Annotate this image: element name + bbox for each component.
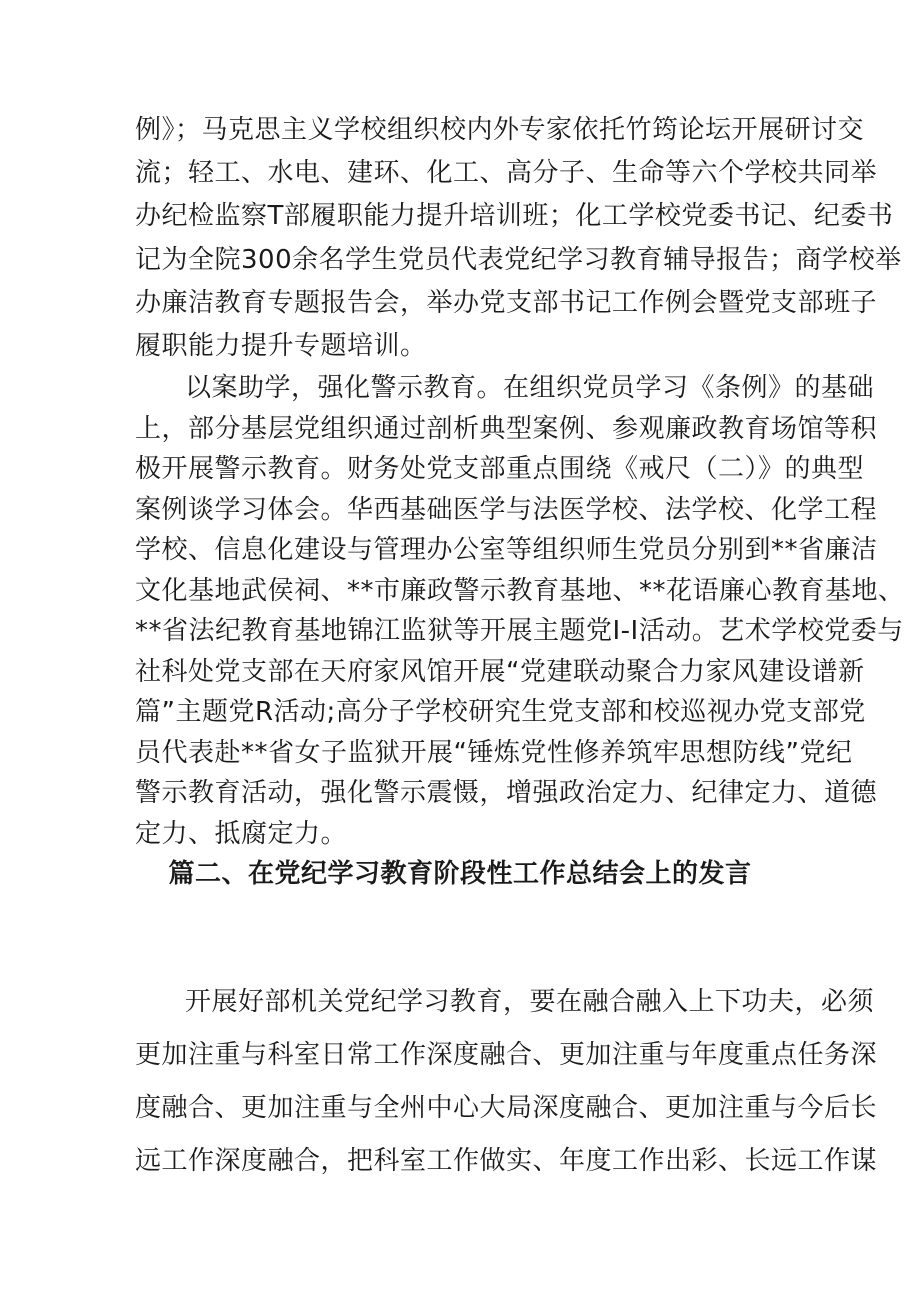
paragraph-line: 更加注重与科室日常工作深度融合、更加注重与年度重点任务深 xyxy=(135,1040,878,1070)
paragraph-line: 履职能力提升专题培训。 xyxy=(135,331,427,361)
paragraph-line: 案例谈学习体会。华西基础医学与法医学校、法学校、化学工程 xyxy=(135,494,878,525)
paragraph-line: 警示教育活动，强化警示震慑，增强政治定力、纪律定力、道德 xyxy=(135,778,878,808)
paragraph-line: 记为全院300余名学生党员代表党纪学习教育辅导报告；商学校举 xyxy=(135,244,902,275)
paragraph-line: 员代表赴**省女子监狱开展“锤炼党性修养筑牢思想防线”党纪 xyxy=(135,737,853,768)
paragraph-line: 例》；马克思主义学校组织校内外专家依托竹筠论坛开展研讨交 xyxy=(135,115,865,145)
paragraph-line: 度融合、更加注重与全州中心大局深度融合、更加注重与今后长 xyxy=(135,1093,878,1123)
paragraph-line: 以案助学，强化警示教育。在组织党员学习《条例》的基础 xyxy=(185,373,875,403)
paragraph-line: **省法纪教育基地锦江监狱等开展主题党I-I活动。艺术学校党委与 xyxy=(135,616,904,646)
paragraph-line: 社科处党支部在天府家风馆开展“党建联动聚合力家风建设谱新 xyxy=(135,656,865,687)
paragraph-line: 流；轻工、水电、建环、化工、高分子、生命等六个学校共同举 xyxy=(135,158,878,189)
paragraph-line: 上，部分基层党组织通过剖析典型案例、参观廉政教育场馆等积 xyxy=(135,413,878,444)
paragraph-line: 篇”主题党R活动;高分子学校研究生党支部和校巡视办党支部党 xyxy=(135,697,866,727)
paragraph-line: 办纪检监察T部履职能力提升培训班；化工学校党委书记、纪委书 xyxy=(135,201,894,232)
paragraph-line: 远工作深度融合，把科室工作做实、年度工作出彩、长远工作谋 xyxy=(135,1146,878,1176)
paragraph-line: 开展好部机关党纪学习教育，要在融合融入上下功夫，必须 xyxy=(185,987,875,1017)
paragraph-line: 办廉洁教育专题报告会，举办党支部书记工作例会暨党支部班子 xyxy=(135,287,878,318)
paragraph-line: 学校、信息化建设与管理办公室等组织师生党员分别到**省廉洁 xyxy=(135,535,878,565)
paragraph-line: 定力、抵腐定力。 xyxy=(135,818,348,849)
section-heading: 篇二、在党纪学习教育阶段性工作总结会上的发言 xyxy=(168,859,752,889)
paragraph-line: 极开展警示教育。财务处党支部重点围绕《戒尺（二）》的典型 xyxy=(135,454,865,484)
paragraph-line: 文化基地武侯祠、**市廉政警示教育基地、**花语廉心教育基地、 xyxy=(135,575,905,606)
